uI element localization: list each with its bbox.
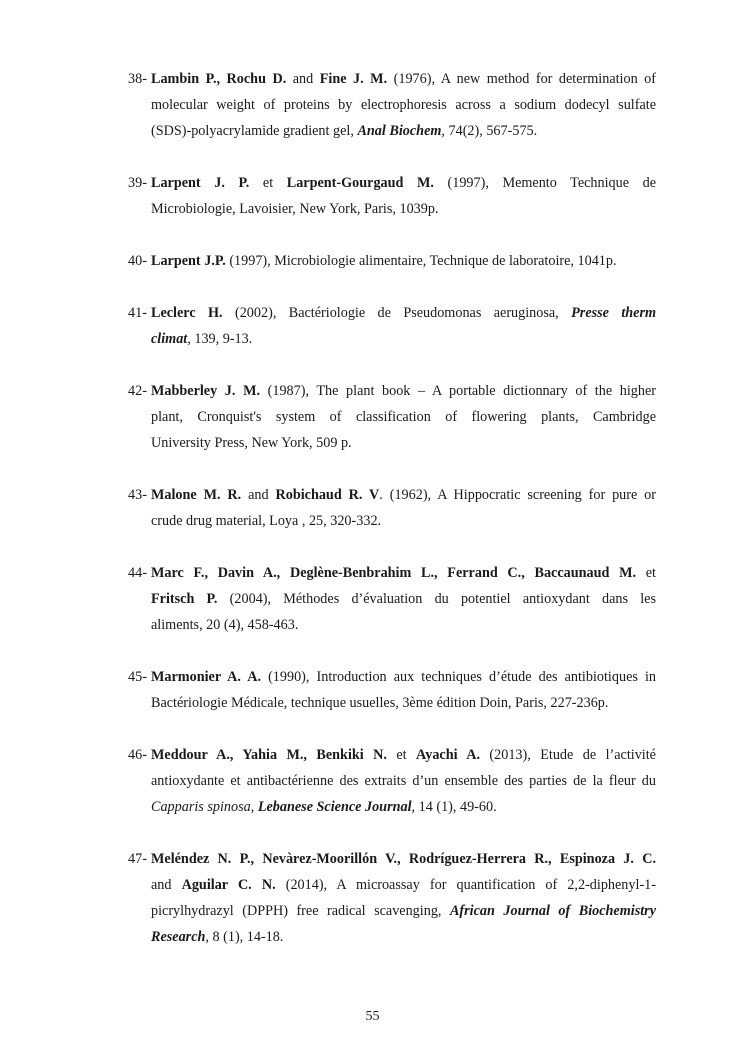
reference-emphasis: Meléndez N. P., Nevàrez-Moorillón V., Rodríguez-Herrera R., Espinoza J. C.: [151, 851, 656, 867]
reference-emphasis: Malone M. R.: [151, 487, 242, 503]
reference-text: , 8 (1), 14-18.: [205, 929, 284, 945]
reference-emphasis: Larpent-Gourgaud M.: [286, 175, 434, 191]
reference-text: et: [636, 565, 656, 581]
reference-item: [128, 248, 656, 274]
reference-emphasis: Anal Biochem: [357, 123, 442, 139]
reference-text: University Press, New York, 509 p.: [151, 435, 352, 451]
reference-line: [151, 508, 656, 534]
reference-emphasis: Fine J. M.: [319, 71, 388, 87]
reference-item: [128, 846, 656, 950]
reference-number: 47-: [128, 851, 147, 867]
reference-number: 43-: [128, 487, 147, 503]
reference-line: [151, 586, 656, 612]
page-number: 55: [365, 1009, 380, 1024]
reference-emphasis: Lambin P., Rochu D.: [151, 71, 287, 87]
reference-emphasis: climat: [151, 331, 188, 347]
reference-text: and: [241, 487, 276, 503]
reference-text: (2002), Bactériologie de Pseudomonas aeruginosa,: [222, 305, 572, 321]
reference-item: [128, 170, 656, 222]
reference-emphasis: Robichaud R. V: [275, 487, 380, 503]
reference-emphasis: Marc F., Davin A., Deglène-Benbrahim L., Ferrand C., Baccaunaud M.: [151, 565, 637, 581]
reference-emphasis: Leclerc H.: [151, 305, 223, 321]
reference-line: [151, 846, 656, 872]
reference-item: [128, 482, 656, 534]
reference-item: [128, 742, 656, 820]
reference-line: [151, 742, 656, 768]
reference-text: (1976), A new method for determination of: [387, 71, 656, 87]
reference-line: [151, 118, 656, 144]
reference-line: [151, 612, 656, 638]
reference-line: [151, 66, 656, 92]
reference-text: (2014), A microassay for quantification of 2,2-diphenyl-1-: [275, 877, 656, 893]
reference-line: [151, 430, 656, 456]
reference-text: (1997), Memento Technique de: [433, 175, 656, 191]
reference-line: [151, 872, 656, 898]
reference-line: [151, 898, 656, 924]
reference-emphasis: Aguilar C. N.: [181, 877, 276, 893]
reference-line: [151, 326, 656, 352]
reference-line: [151, 768, 656, 794]
reference-line: [151, 664, 656, 690]
reference-line: [151, 378, 656, 404]
reference-emphasis: Presse therm: [571, 305, 657, 321]
reference-text: , 14 (1), 49-60.: [411, 799, 497, 815]
reference-text: and: [151, 877, 182, 893]
reference-text: (1990), Introduction aux techniques d’étude des antibiotiques in: [261, 669, 656, 685]
reference-text: molecular weight of proteins by electrophoresis across a sodium dodecyl sulfate: [151, 97, 656, 113]
reference-text: (SDS)-polyacrylamide gradient gel,: [151, 123, 358, 139]
reference-emphasis: Larpent J.P.: [151, 253, 226, 269]
reference-text: ,: [250, 799, 258, 815]
reference-line: [151, 92, 656, 118]
reference-text: antioxydante et antibactérienne des extraits d’un ensemble des parties de la fleur du: [151, 773, 656, 789]
reference-text: Bactériologie Médicale, technique usuelles, 3ème édition Doin, Paris, 227-236p.: [151, 695, 609, 711]
reference-text: crude drug material, Loya , 25, 320-332.: [151, 513, 382, 529]
reference-item: [128, 560, 656, 638]
reference-line: [151, 404, 656, 430]
reference-text: picrylhydrazyl (DPPH) free radical scavenging,: [151, 903, 450, 919]
reference-number: 42-: [128, 383, 147, 399]
reference-emphasis: Larpent J. P.: [151, 175, 250, 191]
reference-line: [151, 690, 656, 716]
reference-line: [151, 924, 656, 950]
reference-number: 39-: [128, 175, 147, 191]
reference-item: [128, 378, 656, 456]
reference-number: 40-: [128, 253, 147, 269]
reference-emphasis: Marmonier A. A.: [151, 669, 262, 685]
reference-item: [128, 66, 656, 144]
reference-text: , 139, 9-13.: [187, 331, 253, 347]
reference-text: (2013), Etude de l’activité: [480, 747, 656, 763]
reference-emphasis: Fritsch P.: [151, 591, 218, 607]
reference-line: [151, 196, 656, 222]
reference-emphasis: African Journal of Biochemistry: [449, 903, 656, 919]
reference-item: [128, 664, 656, 716]
reference-line: [151, 300, 656, 326]
reference-text: aliments, 20 (4), 458-463.: [151, 617, 299, 633]
reference-text: Microbiologie, Lavoisier, New York, Paris, 1039p.: [151, 201, 439, 217]
reference-text: and: [286, 71, 320, 87]
reference-emphasis: Capparis spinosa: [151, 799, 251, 815]
reference-line: [151, 170, 656, 196]
reference-number: 41-: [128, 305, 147, 321]
reference-text: (1997), Microbiologie alimentaire, Technique de laboratoire, 1041p.: [225, 253, 617, 269]
reference-item: [128, 300, 656, 352]
reference-emphasis: Lebanese Science Journal: [257, 799, 412, 815]
reference-line: [151, 248, 656, 274]
reference-text: , 74(2), 567-575.: [441, 123, 538, 139]
reference-number: 46-: [128, 747, 147, 763]
reference-text: (1987), The plant book – A portable dictionnary of the higher: [260, 383, 656, 399]
reference-line: [151, 794, 656, 820]
reference-text: (2004), Méthodes d’évaluation du potentiel antioxydant dans les: [217, 591, 657, 607]
reference-text: plant, Cronquist's system of classification of flowering plants, Cambridge: [151, 409, 656, 425]
reference-text: et: [386, 747, 417, 763]
reference-number: 45-: [128, 669, 147, 685]
reference-line: [151, 560, 656, 586]
reference-text: et: [249, 175, 287, 191]
reference-number: 44-: [128, 565, 147, 581]
reference-emphasis: Mabberley J. M.: [151, 383, 261, 399]
reference-emphasis: Ayachi A.: [416, 747, 480, 763]
reference-text: . (1962), A Hippocratic screening for pure or: [379, 487, 656, 503]
reference-emphasis: Meddour A., Yahia M., Benkiki N.: [151, 747, 387, 763]
reference-emphasis: Research: [151, 929, 206, 945]
reference-line: [151, 482, 656, 508]
reference-number: 38-: [128, 71, 147, 87]
